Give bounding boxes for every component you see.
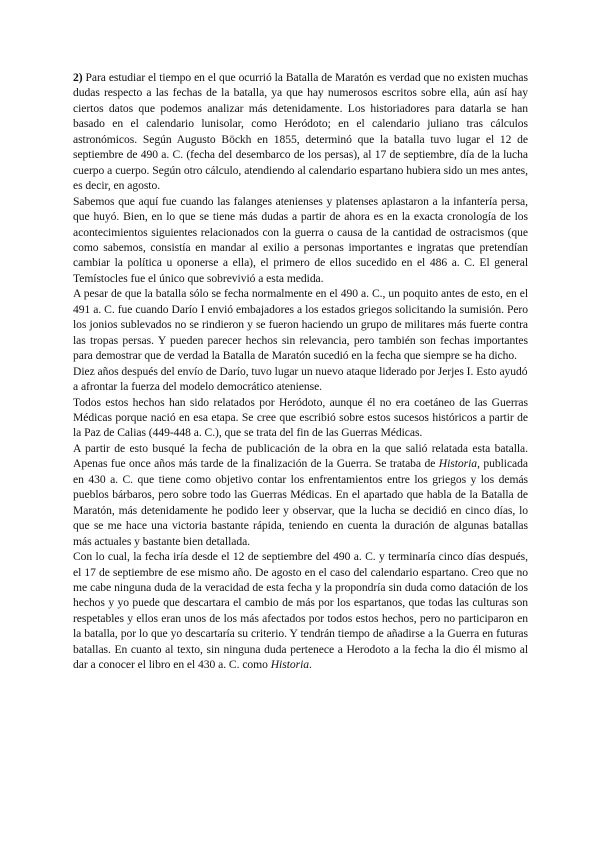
book-title: Historia <box>438 457 478 471</box>
paragraph-1 <box>73 70 528 194</box>
section-number: 2) <box>73 71 83 84</box>
paragraph-6-text-b: , publicada en 430 a. C. que tiene como objetivo contar los enfrentamientos entre los griegos y los demás pueblos bárbaros, pero sobre todo las Guerras Médicas. En el apartado que habla de la Batalla de Maratón, más detenidamente he podido leer y observar, que la lucha se decidió en cinco días, lo que se me hace una victoria bastante rápida, teniendo en cuenta la duración de algunas batallas más actuales y bastante bien detallada. <box>73 457 528 548</box>
paragraph-5: Todos estos hechos han sido relatados por Heródoto, aunque él no era coetáneo de las Guerras Médicas porque nació en esa etapa. Se cree que escribió sobre estos sucesos históricos a partir de la Paz de Calias (449-448 a. C.), que se trata del fin de las Guerras Médicas. <box>73 395 528 440</box>
paragraph-6 <box>73 441 528 549</box>
paragraph-7-text: Con lo cual, la fecha iría desde el 12 de septiembre del 490 a. C. y terminaría cinco días después, el 17 de septiembre de ese mismo año. De agosto en el caso del calendario espartano. Creo que no me cabe ninguna duda de la veracidad de esta fecha y la propondría sin duda como datación de los hechos y yo puede que descartara el cambio de más por los espartanos, que todas las culturas son respetables y ellos eran unos de los más afectados por todos estos hechos, pero no participaron en la batalla, por lo que yo descartaría su criterio. Y tendrán tiempo de añadirse a la Guerra en futuras batallas. En cuanto al texto, sin ninguna duda pertenece a Herodoto a la fecha la dio él mismo al dar a conocer el libro en el 430 a. C. como <box>73 550 528 672</box>
paragraph-3: A pesar de que la batalla sólo se fecha normalmente en el 490 a. C., un poquito antes de esto, en el 491 a. C. fue cuando Darío I envió embajadores a los estados griegos solicitando la sumisión. Pero los jonios sublevados no se rindieron y se fueron haciendo un grupo de militares más fuerte contra las tropas persas. Y pueden parecer hechos sin relevancia, pero también son fechas importantes para demostrar que de verdad la Batalla de Maratón sucedió en la fecha que siempre se ha dicho. <box>73 287 528 363</box>
paragraph-7 <box>73 549 528 673</box>
paragraph-6-text-a: A partir de esto busqué la fecha de publicación de la obra en la que salió relatada esta batalla. Apenas fue once años más tarde de la finalización de la Guerra. Se trataba de <box>73 441 528 471</box>
paragraph-1-text: Para estudiar el tiempo en el que ocurrió la Batalla de Maratón es verdad que no existen muchas dudas respecto a las fechas de la batalla, ya que hay numerosos escritos sobre ella, aún así hay ciertos datos que podemos analizar más detenidamente. Los historiadores para datarla se han basado en el calendario lunisolar, como Heródoto; en el calendario juliano tras cálculos astronómicos. Según Augusto Böckh en 1855, determinó que la batalla tuvo lugar el 12 de septiembre de 490 a. C. (fecha del desembarco de los persas), al 17 de septiembre, día de la lucha cuerpo a cuerpo. Según otro cálculo, atendiendo al calendario espartano hubiera sido un mes antes, es decir, en agosto. <box>73 71 528 193</box>
book-title: Historia <box>270 658 309 672</box>
paragraph-4: Diez años después del envío de Darío, tuvo lugar un nuevo ataque liderado por Jerjes I. Esto ayudó a afrontar la fuerza del modelo democrático ateniense. <box>73 364 528 394</box>
paragraph-2: Sabemos que aquí fue cuando las falanges atenienses y platenses aplastaron a la infantería persa, que huyó. Bien, en lo que se tiene más dudas a partir de ahora es en la exacta cronología de los acontecimientos siguientes relacionados con la guerra o causa de la cantidad de ostracismos (que como sabemos, consistía en mandar al exilio a personas importantes e ingratas que pretendían cambiar la política u oponerse a ella), el primero de ellos sucedido en el 486 a. C. El general Temístocles fue el único que sobrevivió a esta medida. <box>73 194 528 285</box>
paragraph-7-end: . <box>309 658 312 672</box>
